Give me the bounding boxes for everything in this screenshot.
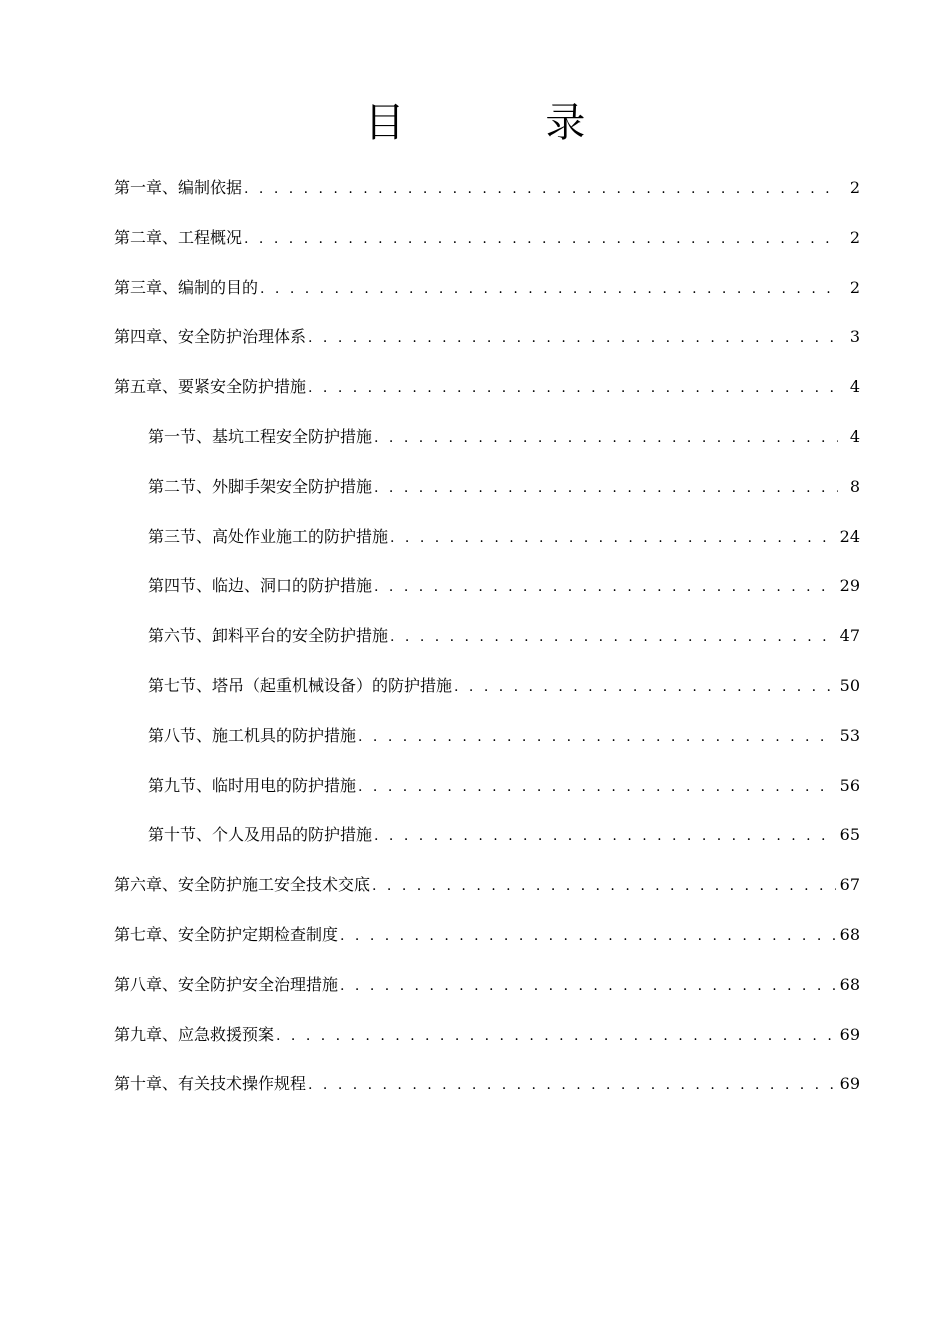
toc-entry-label: 第九节、临时用电的防护措施 [148,775,357,795]
toc-leader-dots [390,523,836,552]
toc-leader-dots [358,772,836,801]
toc-page-number: 2 [849,227,860,247]
toc-page-number: 29 [839,576,860,596]
toc-entry-label: 第三节、高处作业施工的防护措施 [148,526,389,546]
toc-entry-label: 第八节、施工机具的防护措施 [148,725,357,745]
toc-leader-dots [372,871,836,900]
toc-entry[interactable] [148,621,860,651]
toc-entry-label: 第一章、编制依据 [114,178,243,197]
toc-entry-label: 第十节、个人及用品的防护措施 [148,825,373,845]
toc-entry-label: 第七节、塔吊（起重机械设备）的防护措施 [148,676,453,695]
toc-page-number: 50 [839,676,860,695]
toc-page-number: 2 [849,178,860,197]
toc-entry[interactable] [148,671,860,701]
toc-page-number: 68 [839,925,860,944]
toc-page-number: 67 [839,875,860,895]
toc-entry[interactable] [114,970,860,1000]
toc-entry-label: 第二节、外脚手架安全防护措施 [148,476,373,496]
toc-leader-dots [308,323,838,352]
toc-leader-dots [308,373,838,402]
toc-leader-dots [358,722,836,751]
toc-entry-label: 第六章、安全防护施工安全技术交底 [114,875,371,895]
toc-leader-dots [340,921,836,950]
toc-entry[interactable] [114,1069,860,1099]
toc-page-number: 69 [839,1074,860,1094]
toc-page-number: 69 [839,1024,860,1044]
toc-entry-label: 第二章、工程概况 [114,227,243,247]
toc-entry[interactable] [148,571,860,601]
toc-entry[interactable] [114,322,860,352]
toc-leader-dots [374,821,836,850]
toc-entry[interactable] [114,870,860,900]
toc-entry[interactable] [148,820,860,850]
toc-entry[interactable] [114,223,860,253]
toc-leader-dots [374,473,838,502]
toc-entry[interactable] [114,372,860,402]
toc-page-number: 65 [839,825,860,845]
toc-entry-label: 第八章、安全防护安全治理措施 [114,974,339,994]
toc-page-number: 68 [839,974,860,994]
toc-entry-label: 第三章、编制的目的 [114,277,259,297]
toc-entry-label: 第七章、安全防护定期检查制度 [114,925,339,944]
toc-leader-dots [390,622,836,651]
toc-entry-label: 第五章、要紧安全防护措施 [114,377,307,397]
toc-leader-dots [244,174,838,203]
toc-leader-dots [308,1070,836,1099]
toc-entry[interactable] [148,771,860,801]
toc-leader-dots [454,672,836,701]
toc-leader-dots [244,224,838,253]
page-title: 目 录 [364,100,650,146]
toc-entry[interactable] [114,1020,860,1050]
toc-entry[interactable] [114,273,860,303]
toc-leader-dots [260,274,838,303]
toc-leader-dots [374,423,838,452]
toc-page-number: 56 [839,775,860,795]
toc-leader-dots [340,971,836,1000]
toc-entry[interactable] [148,721,860,751]
toc-page-number: 47 [839,626,860,646]
toc-entry[interactable] [148,472,860,502]
toc-entry-label: 第十章、有关技术操作规程 [114,1074,307,1094]
toc-entry-label: 第四章、安全防护治理体系 [114,327,307,347]
toc-page-number: 4 [849,377,860,397]
toc-entry[interactable] [148,522,860,552]
toc-entry[interactable] [114,173,860,203]
toc-entry[interactable] [148,422,860,452]
toc-leader-dots [374,572,836,601]
toc-page-number: 53 [839,725,860,745]
toc-page-number: 4 [849,427,860,446]
toc-page-number: 8 [849,476,860,496]
toc-entry-label: 第九章、应急救援预案 [114,1024,275,1044]
toc-entry-label: 第六节、卸料平台的安全防护措施 [148,626,389,646]
toc-page-number: 24 [839,526,860,546]
toc-entry-label: 第一节、基坑工程安全防护措施 [148,427,373,446]
toc-entry[interactable] [114,920,860,950]
toc-page-number: 2 [849,277,860,297]
toc-page-number: 3 [849,327,860,347]
toc-leader-dots [276,1021,836,1050]
toc-entry-label: 第四节、临边、洞口的防护措施 [148,576,373,596]
